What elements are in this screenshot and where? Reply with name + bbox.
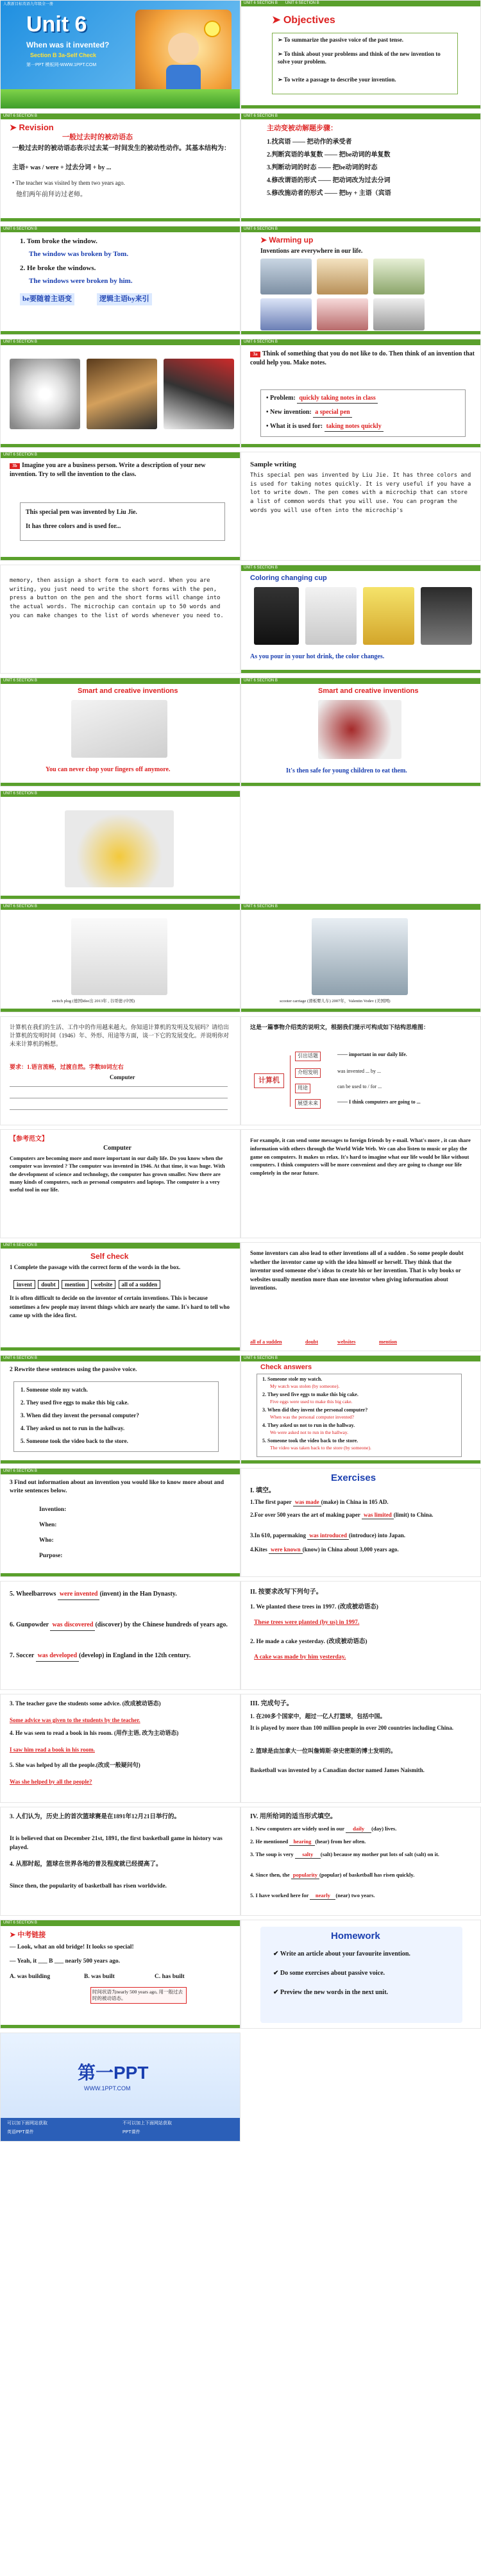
rewrite-2-q2: 2. He made a cake yesterday. (改成被动语态) (250, 1639, 367, 1645)
homework-title: Homework (331, 1931, 380, 1941)
slide-examples (0, 226, 240, 335)
exercise-4: 4.Kites were known (know) in China about 3,000 years ago. (250, 1546, 472, 1554)
gadget-photo-1 (10, 359, 80, 429)
word-form-1: 1. New computers are widely used in our daily (day) lives. (250, 1825, 472, 1833)
invention-photo-2 (317, 259, 368, 294)
exercise-6-answer[interactable]: was discovered (50, 1620, 95, 1631)
rewrite-box (13, 1381, 219, 1452)
slide-photos (0, 339, 240, 448)
slide-header-bar: UNIT 6 SECTION B (1, 1356, 240, 1361)
node-future-detail: —— I think computers are going to ... (337, 1099, 421, 1105)
end-logo: 第一PPT (78, 2063, 149, 2083)
rewrite-2-a1: These trees were planted (by us) in 1997. (254, 1619, 360, 1626)
end-left-2: 英语PPT课件 (7, 2130, 34, 2135)
cup-photo-1 (254, 587, 299, 645)
slide-header-bar: UNIT 6 SECTION B (1, 1920, 240, 1926)
mind-map-intro: 这是一篇事物介绍类的说明文，根据我们提示可构成如下结构思维图： (250, 1024, 430, 1030)
example-1: 1. Tom broke the window. (20, 237, 97, 245)
complete-subtitle: III. 完成句子。 (250, 1700, 293, 1707)
exercise-2-answer[interactable]: was limited (362, 1511, 394, 1519)
rewrite-3-a1: Some advice was given to the students by the teacher. (10, 1717, 140, 1723)
rewrite-item-4: 4. They asked us not to run in the hallway. (21, 1425, 125, 1431)
exercise-5: 5. Wheelbarrows were invented (invent) in the Han Dynasty. (10, 1589, 232, 1600)
model-essay-title: Computer (103, 1145, 131, 1152)
step-1: 1.找宾语 —— 把动作的承受者 (267, 139, 352, 146)
answer-mention: mention (379, 1339, 397, 1345)
answer-q1: 1. Someone stole my watch. (262, 1376, 323, 1382)
slide-self-check-passage (240, 1242, 481, 1351)
steps-title: 主动变被动解题步骤： (267, 124, 337, 132)
cup-photo-2 (305, 587, 357, 645)
tool-photo (65, 810, 174, 887)
exam-link-title: ➤ 中考链接 (10, 1931, 46, 1939)
step-4: 4.修改谓语的形式 —— 把动词改为过去分词 (267, 177, 391, 184)
step-5: 5.修改施动者的形式 —— 把by + 主语（宾语 (267, 190, 391, 197)
end-right-1: 不可以加上下面网站获取 (122, 2121, 172, 2126)
switch-plug-photo (71, 918, 167, 995)
example-1-answer: The window was broken by Tom. (29, 250, 129, 258)
exercise-6: 6. Gunpowder was discovered (discover) by the Chinese hundreds of years ago. (10, 1620, 232, 1631)
example-2: 2. He broke the windows. (20, 264, 96, 272)
slide-header-bar: UNIT 6 SECTION B (241, 678, 481, 684)
creative-title: Smart and creative inventions (78, 687, 178, 695)
revision-example-cn: 他们两年前拜访过老师。 (16, 191, 87, 198)
self-check-title: Self check (90, 1252, 129, 1261)
rewrite-2-subtitle: II. 按要求改写下列句子。 (250, 1589, 323, 1596)
word-forms-subtitle: IV. 用所给词的适当形式填空。 (250, 1813, 337, 1820)
label-purpose: Purpose: (39, 1553, 63, 1559)
complete-q3: 3. 人们认为，历史上的首次篮球赛是在1891年12月21日举行的。 (10, 1814, 181, 1820)
scooter-caption: scooter carriage (滑板婴儿车) 2007年，Valentin Vodev (美国网) (280, 999, 391, 1003)
warming-up-title: ➤ Warming up (260, 235, 314, 244)
node-intro: 引出话题 (295, 1052, 321, 1061)
tip-1: be要随着主语变 (20, 293, 74, 305)
objective-2: ➢ To think about your problems and think of the new invention to solve your problem. (278, 51, 441, 65)
slide-rewrite-2 (240, 1581, 481, 1690)
exam-option-c[interactable]: C. has built (155, 1974, 185, 1980)
slide-rewrite-3 (0, 1694, 240, 1803)
tip-2: 逻辑主语by来引 (97, 293, 152, 305)
objectives-title: ➤ Objectives (272, 15, 335, 26)
self-check-q1: 1 Complete the passage with the correct form of the words in the box. (10, 1264, 181, 1270)
rewrite-2-q1: 1. We planted these trees in 1997. (改成被动语态) (250, 1604, 378, 1610)
revision-title: ➤ Revision (10, 123, 54, 132)
unit-title: Unit 6 (26, 12, 87, 37)
slide-header-bar: UNIT 6 SECTION B (241, 339, 481, 345)
slide-writing-task (0, 1016, 240, 1125)
answer-a5: The video was taken back to the store (by someone). (270, 1445, 371, 1451)
node-invention-detail: was invented ... by ... (337, 1068, 381, 1074)
answer-a3: When was the personal computer invented? (270, 1414, 354, 1420)
rewrite-3-q1: 3. The teacher gave the students some advice. (改成被动语态) (10, 1700, 161, 1707)
task-number-tag: 3b (10, 463, 20, 469)
word-website: website (91, 1280, 116, 1289)
answer-q2: 2. They used five eggs to make this big cake. (262, 1392, 359, 1397)
writing-task-text: 计算机在我们的生活、工作中的作用越来越大。你知道计算机的发明及发展吗？请给出计算机的发明时间（1946）年、外形、用途等方面，谈一下它的发展变化。并说明你对未来计算机的畅想。 (10, 1024, 230, 1048)
section-label: Section B 3a-Self Check (30, 52, 97, 58)
mind-map-connector (290, 1055, 291, 1107)
sample-writing-text-2: memory, then assign a short form to each word. When you are writing, you just need to write the short forms with the pen, press a button on the pen and the short forms will change into the actual words. The microchip can contain up to 50 words and you can make changes to the list of words whenever you need to. (10, 577, 224, 619)
cup-photo-3 (363, 587, 414, 645)
notes-row-problem: • Problem: quickly taking notes in class (266, 394, 378, 404)
node-use: 用途 (295, 1084, 310, 1093)
word-form-5-answer[interactable]: nearly (310, 1892, 335, 1900)
warming-up-desc: Inventions are everywhere in our life. (260, 248, 363, 255)
slide-3a (240, 339, 481, 448)
slide-header-bar: UNIT 6 SECTION B (1, 791, 240, 797)
scooter-photo (312, 918, 408, 995)
objectives-box (272, 33, 458, 94)
cup-photo-4 (421, 587, 472, 645)
slide-sample-writing-cont (0, 565, 240, 674)
answer-doubt: doubt (305, 1339, 319, 1345)
answer-all-of-a-sudden: all of a sudden (250, 1339, 282, 1345)
creative-caption-1: You can never chop your fingers off anymore. (46, 766, 171, 773)
word-doubt: doubt (38, 1280, 59, 1289)
unit-subtitle: When was it invented? (26, 40, 110, 49)
slide-3b (0, 452, 240, 561)
slide-exam-link (0, 1920, 240, 2029)
slide-warming-up (240, 226, 481, 335)
color-cup-caption: As you pour in your hot drink, the color changes. (250, 653, 385, 660)
slide-find-info (0, 1468, 240, 1577)
sample-writing-text: This special pen was invented by Liu Jie. It has three colors and is used for taking notes quickly. It is very useful if you have a lot to write down. The pen comes with a microchip that can store a list of common words that you will use. You can program the words you will use often into the microchip's (250, 472, 471, 514)
rewrite-3-a3: Was she helped by all the people? (10, 1778, 92, 1785)
word-mention: mention (62, 1280, 89, 1289)
task-3b-question: 3b Imagine you are a business person. Write a description of your new invention. Try to sell the invention to the class. (10, 462, 206, 478)
task-number-tag: 3a (250, 352, 260, 357)
model-essay-tag: 【参考范文】 (10, 1136, 48, 1143)
self-check-passage: It is often difficult to decide on the inventor of certain inventions. This is because sometimes a few people may invent things which are nearly the same. It's hard to tell who came up with the idea first. (10, 1295, 230, 1318)
top-title: 人教新目标英语九年级全一册 (3, 3, 54, 6)
rewrite-3-q3: 5. She was helped by all the people.(改成一般疑问句) (10, 1762, 140, 1768)
exercises-title: Exercises (331, 1472, 376, 1483)
slide-header-bar: UNIT 6 SECTION B (241, 226, 481, 232)
slide-title (0, 0, 240, 109)
switch-plug-caption: switch plug (德国Idee出 2013年 , 谷哥德 (中国) (52, 999, 135, 1003)
slide-creative-1 (0, 678, 240, 787)
exercises-subtitle: I. 填空。 (250, 1487, 275, 1494)
invention-photo-3 (373, 259, 425, 294)
safe-knife-photo (71, 700, 167, 758)
word-form-2: 2. He mentioned hearing (hear) from her often. (250, 1838, 472, 1846)
exercise-5-answer[interactable]: were invented (58, 1589, 100, 1600)
complete-q1: 1. 在200多个国家中，超过一亿人打篮球，包括中国。 (250, 1713, 386, 1719)
slide-complete-sentences-2 (0, 1807, 240, 1916)
end-left-1: 可以加下面网站获取 (7, 2121, 47, 2126)
exercise-4-answer[interactable]: were known (269, 1546, 303, 1554)
label-who: Who: (39, 1537, 54, 1544)
slide-check-answers (240, 1355, 481, 1464)
creative-caption-2: It's then safe for young children to eat them. (286, 767, 407, 774)
problem-answer[interactable]: quickly taking notes in class (297, 394, 377, 404)
description-line-1: This special pen was invented by Liu Jie. (26, 509, 137, 516)
node-future: 展望未来 (295, 1099, 321, 1109)
slide-exercises (240, 1468, 481, 1577)
revision-description: 一般过去时的被动语态表示过去某一时间发生的被动性动作。其基本结构为： (12, 145, 230, 152)
end-footer (1, 2118, 240, 2141)
cherry-tool-photo (318, 700, 401, 759)
slide-steps (240, 113, 481, 222)
answer-q4: 4. They asked us not to run in the hallway. (262, 1422, 355, 1428)
rewrite-3-q2: 4. He was seen to read a book in his room. (用作主语, 改为主动语态) (10, 1730, 179, 1736)
slide-header-bar: UNIT 6 SECTION B (1, 114, 240, 119)
label-when: When: (39, 1522, 57, 1528)
invention-photo-6 (373, 298, 425, 330)
rewrite-item-3: 3. When did they invent the personal computer? (21, 1412, 139, 1419)
description-box (20, 502, 225, 541)
word-form-3: 3. The soup is very salty (salt) because my mother put lots of salt (salt) on it. (250, 1851, 472, 1859)
objective-3: ➢ To write a passage to describe your invention. (278, 76, 396, 83)
answer-a4: We were asked not to run in the hallway. (270, 1429, 348, 1435)
slide-header-bar: UNIT 6 SECTION B (1, 678, 240, 684)
gadget-photo-3 (164, 359, 234, 429)
exam-option-a[interactable]: A. was building (10, 1974, 51, 1980)
invention-photo-5 (317, 298, 368, 330)
slide-header-bar: UNIT 6 SECTION B (1, 339, 240, 345)
answer-q5: 5. Someone took the video back to the store. (262, 1438, 359, 1444)
slide-scooter (240, 903, 481, 1012)
color-cup-title: Coloring changing cup (250, 574, 327, 582)
gadget-photo-2 (87, 359, 157, 429)
complete-q2: 2. 篮球是由加拿大一位叫詹姆斯·奈史密斯的博士发明的。 (250, 1748, 397, 1754)
answer-a2: Five eggs were used to make this big cake. (270, 1399, 353, 1404)
rewrite-item-5: 5. Someone took the video back to the store. (21, 1438, 128, 1444)
step-2: 2.判断宾语的单复数 —— 把be动词的单复数 (267, 151, 391, 158)
revision-subtitle: 一般过去时的被动语态 (62, 133, 133, 141)
slide-exercises-2 (0, 1581, 240, 1690)
notes-box (260, 389, 466, 437)
slide-header-bar: UNIT 6 SECTION B (1, 226, 240, 232)
node-intro-detail: —— important in our daily life. (337, 1052, 407, 1057)
exercise-1-answer[interactable]: was made (293, 1498, 321, 1506)
slide-homework (240, 1920, 481, 2029)
word-invent: invent (13, 1280, 35, 1289)
node-use-detail: can be used to / for ... (337, 1084, 382, 1089)
task-3a-question: 3a Think of something that you do not like to do. Then think of an invention that could help you. Make notes. (250, 350, 475, 366)
word-all-of-a-sudden: all of a sudden (119, 1280, 161, 1289)
slide-sample-writing (240, 452, 481, 561)
sample-writing-title: Sample writing (250, 461, 296, 468)
answer-websites: websites (337, 1339, 356, 1345)
slide-objectives (240, 0, 481, 109)
slide-end (0, 2033, 240, 2142)
rewrite-3-a2: I saw him read a book in his room. (10, 1746, 95, 1753)
example-2-answer: The windows were broken by him. (29, 277, 133, 285)
step-3: 3.判断动词的时态 —— 把be动词的时态 (267, 164, 378, 171)
find-info-question: 3 Find out information about an invention you would like to know more about and write sentences below. (10, 1480, 224, 1494)
slide-model-essay-cont (240, 1129, 481, 1238)
word-form-1-answer[interactable]: daily (346, 1825, 371, 1833)
exam-note: 时间状语为nearly 500 years ago, 用一般过去时的被动语态。 (90, 1987, 187, 2004)
slide-self-check (0, 1242, 240, 1351)
brand-text: 第一PPT 模板网-WWW.1PPT.COM (26, 63, 97, 67)
word-box (13, 1280, 162, 1289)
slide-model-essay (0, 1129, 240, 1238)
notes-row-invention: • New invention: a special pen (266, 408, 352, 418)
writing-task-requirement: 要求：1.语言流畅，过渡自然。字数80词左右 (10, 1064, 124, 1070)
rewrite-2-a2: A cake was made by him yesterday. (254, 1654, 346, 1660)
word-form-4: 4. Since then, the popularity (popular) of basketball has risen quickly. (250, 1872, 472, 1879)
word-form-2-answer[interactable]: hearing (289, 1838, 315, 1846)
exercise-7: 7. Soccer was developed (develop) in England in the 12th century. (10, 1651, 232, 1662)
slide-color-cup (240, 565, 481, 674)
objective-1: ➢ To summarize the passive voice of the past tense. (278, 37, 404, 43)
exam-link-q2: — Yeah, it ___ B ___ nearly 500 years ago. (10, 1958, 120, 1965)
model-essay-text-2: For example, it can send some messages to foreign friends by e-mail. What's more , it can share information with others through the World Wide Web. We can also listen to music or play the game on computers. It makes us relax. It's hard to imagine what our life would be like without computers. I think computers will be more convenient and they are going to change our life completely in the near future. (250, 1137, 471, 1176)
homework-item-1: ✔ Write an article about your favourite invention. (273, 1950, 410, 1958)
creative-title-2: Smart and creative inventions (318, 687, 419, 695)
end-right-2: PPT课件 (122, 2130, 140, 2135)
revision-example: • The teacher was visited by them two years ago. (12, 180, 125, 186)
writing-task-label: Computer (110, 1074, 135, 1080)
complete-a4: Since then, the popularity of basketball has risen worldwide. (10, 1883, 167, 1889)
writing-line[interactable] (10, 1086, 228, 1087)
use-answer[interactable]: taking notes quickly (325, 422, 384, 432)
homework-item-2: ✔ Do some exercises about passive voice. (273, 1970, 385, 1977)
slide-creative-2 (240, 678, 481, 787)
slide-switch-plug (0, 903, 240, 1012)
writing-line[interactable] (10, 1109, 228, 1110)
complete-a1: It is played by more than 100 million people in over 200 countries including China. (250, 1725, 453, 1731)
slide-header-bar: UNIT 6 SECTION B (1, 904, 240, 910)
word-form-3-answer[interactable]: salty (295, 1851, 321, 1859)
slide-header-bar: UNIT 6 SECTION B (241, 565, 481, 571)
complete-a3: It is believed that on December 21st, 1891, the first basketball game in history was played. (10, 1836, 223, 1852)
description-line-2: It has three colors and is used for... (26, 523, 121, 530)
invention-answer[interactable]: a special pen (313, 408, 351, 418)
mind-map-center: 计算机 (254, 1073, 284, 1088)
slide-header-bar: UNIT 6 SECTION B (241, 114, 481, 119)
check-answers-title: Check answers (260, 1363, 312, 1371)
slide-rewrite (0, 1355, 240, 1464)
slide-header-bar: UNIT 6 SECTION B (241, 1356, 481, 1361)
slide-header-bar: UNIT 6 SECTION B UNIT 6 SECTION B (241, 1, 481, 6)
grass-strip (1, 89, 240, 108)
exercise-3-answer[interactable]: was introduced (307, 1531, 349, 1540)
word-form-4-answer[interactable]: popularity (291, 1872, 319, 1879)
slide-revision (0, 113, 240, 222)
label-invention: Invention: (39, 1506, 67, 1513)
slide-header-bar: UNIT 6 SECTION B (1, 1469, 240, 1474)
exam-option-b[interactable]: B. was built (84, 1974, 115, 1980)
revision-structure: 主语+ was / were + 过去分词 + by ... (12, 164, 112, 171)
exercise-2: 2.For over 500 years the art of making paper was limited (limit) to China. (250, 1511, 472, 1519)
end-url[interactable]: WWW.1PPT.COM (84, 2085, 131, 2092)
rewrite-question: 2 Rewrite these sentences using the passive voice. (10, 1367, 137, 1373)
exercise-1: 1.The first paper was made (make) in China in 105 AD. (250, 1498, 472, 1506)
slide-mind-map (240, 1016, 481, 1125)
homework-item-3: ✔ Preview the new words in the next unit. (273, 1989, 389, 1996)
slide-header-bar: UNIT 6 SECTION B (1, 1243, 240, 1249)
notes-row-use: • What it is used for: taking notes quickly (266, 422, 384, 432)
rewrite-item-1: 1. Someone stole my watch. (21, 1386, 88, 1393)
complete-a2: Basketball was invented by a Canadian doctor named James Naismith. (250, 1767, 425, 1773)
answers-box (257, 1374, 462, 1457)
answer-q3: 3. When did they invent the personal computer? (262, 1407, 368, 1413)
slide-header-bar: UNIT 6 SECTION B (241, 904, 481, 910)
exercise-7-answer[interactable]: was developed (36, 1651, 79, 1662)
complete-q4: 4. 从那时起，篮球在世界各地的普及程度就已经提高了。 (10, 1861, 162, 1868)
word-form-5: 5. I have worked here for nearly (near) two years. (250, 1892, 472, 1900)
answer-a1: My watch was stolen (by someone). (270, 1383, 340, 1389)
slide-header-bar: UNIT 6 SECTION B (1, 452, 240, 458)
slide-word-forms (240, 1807, 481, 1916)
invention-photo-1 (260, 259, 312, 294)
node-invention: 介绍发明 (295, 1068, 321, 1078)
model-essay-text: Computers are becoming more and more important in our daily life. Do you know when the computer was invented ? The computer was invented in 1946. At that time, it was huge. With the development of science and technology, the computer has grown smaller. Now there are many kinds of computers, such as personal computers and laptops. The computer is a very useful tool in our life. (10, 1155, 225, 1193)
self-check-passage-2: Some inventors can also lead to other inventions all of a sudden . So some people doubt whether the inventor came up with the idea himself or herself. They think that the inventor used someone else's ideas to create his or her invention. That is why books or websites usually mention more than one inventor when giving information about inventions. (250, 1250, 464, 1291)
slide-tool (0, 790, 240, 900)
invention-photo-4 (260, 298, 312, 330)
exam-link-q1: — Look, what an old bridge! It looks so special! (10, 1944, 134, 1950)
exercise-3: 3.In 610, papermaking was introduced (introduce) into Japan. (250, 1531, 472, 1540)
slide-complete-sentences (240, 1694, 481, 1803)
rewrite-item-2: 2. They used five eggs to make this big cake. (21, 1399, 129, 1406)
